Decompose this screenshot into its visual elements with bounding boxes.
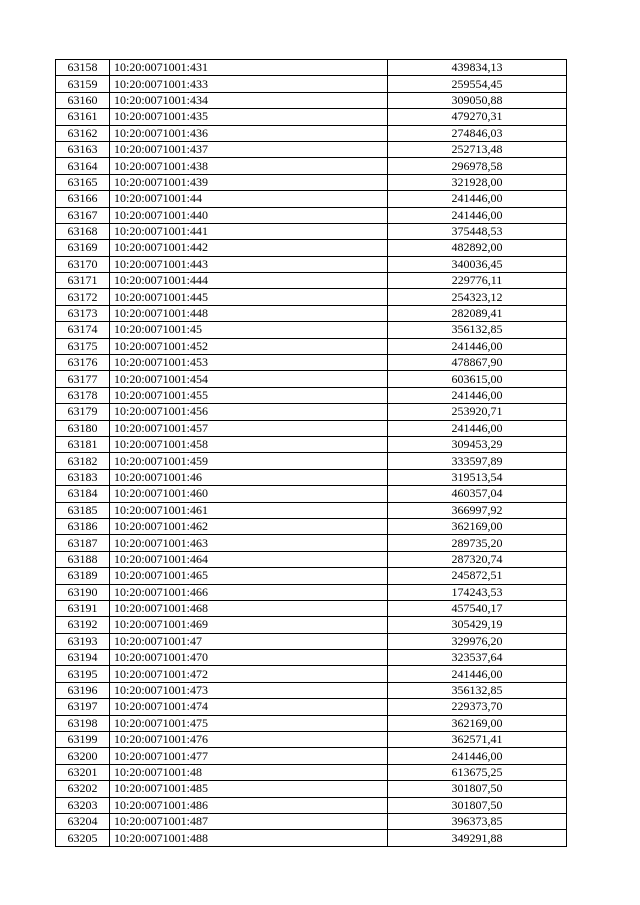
row-number-cell: 63199 — [56, 732, 110, 748]
value-cell: 241446,00 — [388, 191, 567, 207]
row-number-cell: 63180 — [56, 420, 110, 436]
value-cell: 241446,00 — [388, 420, 567, 436]
row-number-cell: 63188 — [56, 551, 110, 567]
value-cell: 174243,53 — [388, 584, 567, 600]
table-row — [56, 371, 567, 387]
row-number-cell: 63166 — [56, 191, 110, 207]
table-row — [56, 207, 567, 223]
value-cell: 287320,74 — [388, 551, 567, 567]
row-number-cell: 63159 — [56, 76, 110, 92]
row-number-cell: 63191 — [56, 600, 110, 616]
row-number-cell: 63198 — [56, 715, 110, 731]
row-number-cell: 63178 — [56, 387, 110, 403]
cadastral-number-cell: 10:20:0071001:461 — [110, 502, 388, 518]
table-row — [56, 699, 567, 715]
cadastral-number-cell: 10:20:0071001:474 — [110, 699, 388, 715]
value-cell: 323537,64 — [388, 650, 567, 666]
cadastral-number-cell: 10:20:0071001:485 — [110, 781, 388, 797]
row-number-cell: 63170 — [56, 256, 110, 272]
table-row — [56, 781, 567, 797]
value-cell: 241446,00 — [388, 387, 567, 403]
table-row — [56, 338, 567, 354]
row-number-cell: 63158 — [56, 60, 110, 76]
row-number-cell: 63184 — [56, 486, 110, 502]
cadastral-number-cell: 10:20:0071001:488 — [110, 830, 388, 846]
cadastral-number-cell: 10:20:0071001:439 — [110, 174, 388, 190]
value-cell: 305429,19 — [388, 617, 567, 633]
cadastral-number-cell: 10:20:0071001:455 — [110, 387, 388, 403]
value-cell: 333597,89 — [388, 453, 567, 469]
value-cell: 229373,70 — [388, 699, 567, 715]
cadastral-number-cell: 10:20:0071001:476 — [110, 732, 388, 748]
value-cell: 296978,58 — [388, 158, 567, 174]
value-cell: 254323,12 — [388, 289, 567, 305]
table-row — [56, 273, 567, 289]
row-number-cell: 63176 — [56, 355, 110, 371]
cadastral-number-cell: 10:20:0071001:44 — [110, 191, 388, 207]
cadastral-number-cell: 10:20:0071001:440 — [110, 207, 388, 223]
table-row — [56, 305, 567, 321]
value-cell: 478867,90 — [388, 355, 567, 371]
cadastral-number-cell: 10:20:0071001:448 — [110, 305, 388, 321]
cadastral-number-cell: 10:20:0071001:47 — [110, 633, 388, 649]
row-number-cell: 63173 — [56, 305, 110, 321]
row-number-cell: 63189 — [56, 568, 110, 584]
table-row — [56, 600, 567, 616]
row-number-cell: 63160 — [56, 92, 110, 108]
cadastral-number-cell: 10:20:0071001:459 — [110, 453, 388, 469]
row-number-cell: 63182 — [56, 453, 110, 469]
table-row — [56, 420, 567, 436]
value-cell: 482892,00 — [388, 240, 567, 256]
row-number-cell: 63162 — [56, 125, 110, 141]
value-cell: 241446,00 — [388, 666, 567, 682]
value-cell: 252713,48 — [388, 141, 567, 157]
row-number-cell: 63164 — [56, 158, 110, 174]
table-row — [56, 486, 567, 502]
value-cell: 439834,13 — [388, 60, 567, 76]
cadastral-number-cell: 10:20:0071001:463 — [110, 535, 388, 551]
table-row — [56, 502, 567, 518]
value-cell: 274846,03 — [388, 125, 567, 141]
value-cell: 282089,41 — [388, 305, 567, 321]
table-row — [56, 617, 567, 633]
row-number-cell: 63161 — [56, 109, 110, 125]
table-row — [56, 60, 567, 76]
table-row — [56, 92, 567, 108]
table-row — [56, 174, 567, 190]
table-row — [56, 535, 567, 551]
row-number-cell: 63168 — [56, 223, 110, 239]
cadastral-number-cell: 10:20:0071001:470 — [110, 650, 388, 666]
cadastral-number-cell: 10:20:0071001:475 — [110, 715, 388, 731]
cadastral-value-table — [55, 59, 567, 847]
table-row — [56, 191, 567, 207]
value-cell: 340036,45 — [388, 256, 567, 272]
value-cell: 603615,00 — [388, 371, 567, 387]
row-number-cell: 63171 — [56, 273, 110, 289]
value-cell: 356132,85 — [388, 682, 567, 698]
table-row — [56, 223, 567, 239]
value-cell: 366997,92 — [388, 502, 567, 518]
row-number-cell: 63186 — [56, 518, 110, 534]
row-number-cell: 63175 — [56, 338, 110, 354]
table-row — [56, 109, 567, 125]
cadastral-number-cell: 10:20:0071001:473 — [110, 682, 388, 698]
value-cell: 241446,00 — [388, 338, 567, 354]
table-row — [56, 125, 567, 141]
row-number-cell: 63193 — [56, 633, 110, 649]
row-number-cell: 63169 — [56, 240, 110, 256]
table-row — [56, 76, 567, 92]
cadastral-number-cell: 10:20:0071001:46 — [110, 469, 388, 485]
cadastral-number-cell: 10:20:0071001:462 — [110, 518, 388, 534]
cadastral-number-cell: 10:20:0071001:458 — [110, 436, 388, 452]
value-cell: 349291,88 — [388, 830, 567, 846]
cadastral-number-cell: 10:20:0071001:466 — [110, 584, 388, 600]
table-row — [56, 453, 567, 469]
cadastral-number-cell: 10:20:0071001:472 — [110, 666, 388, 682]
row-number-cell: 63197 — [56, 699, 110, 715]
cadastral-number-cell: 10:20:0071001:45 — [110, 322, 388, 338]
value-cell: 309050,88 — [388, 92, 567, 108]
table-row — [56, 797, 567, 813]
row-number-cell: 63195 — [56, 666, 110, 682]
cadastral-number-cell: 10:20:0071001:443 — [110, 256, 388, 272]
row-number-cell: 63192 — [56, 617, 110, 633]
value-cell: 375448,53 — [388, 223, 567, 239]
value-cell: 289735,20 — [388, 535, 567, 551]
row-number-cell: 63201 — [56, 764, 110, 780]
cadastral-number-cell: 10:20:0071001:457 — [110, 420, 388, 436]
value-cell: 319513,54 — [388, 469, 567, 485]
cadastral-number-cell: 10:20:0071001:464 — [110, 551, 388, 567]
value-cell: 301807,50 — [388, 781, 567, 797]
cadastral-number-cell: 10:20:0071001:460 — [110, 486, 388, 502]
row-number-cell: 63194 — [56, 650, 110, 666]
table-row — [56, 322, 567, 338]
row-number-cell: 63200 — [56, 748, 110, 764]
table-row — [56, 732, 567, 748]
table-row — [56, 650, 567, 666]
cadastral-number-cell: 10:20:0071001:465 — [110, 568, 388, 584]
table-body — [56, 60, 567, 847]
cadastral-number-cell: 10:20:0071001:434 — [110, 92, 388, 108]
row-number-cell: 63165 — [56, 174, 110, 190]
cadastral-number-cell: 10:20:0071001:431 — [110, 60, 388, 76]
cadastral-number-cell: 10:20:0071001:436 — [110, 125, 388, 141]
table-row — [56, 469, 567, 485]
cadastral-number-cell: 10:20:0071001:486 — [110, 797, 388, 813]
value-cell: 362169,00 — [388, 518, 567, 534]
value-cell: 259554,45 — [388, 76, 567, 92]
table-row — [56, 141, 567, 157]
cadastral-number-cell: 10:20:0071001:477 — [110, 748, 388, 764]
row-number-cell: 63190 — [56, 584, 110, 600]
table-row — [56, 158, 567, 174]
table-row — [56, 764, 567, 780]
value-cell: 460357,04 — [388, 486, 567, 502]
value-cell: 301807,50 — [388, 797, 567, 813]
row-number-cell: 63172 — [56, 289, 110, 305]
cadastral-number-cell: 10:20:0071001:469 — [110, 617, 388, 633]
row-number-cell: 63174 — [56, 322, 110, 338]
cadastral-number-cell: 10:20:0071001:438 — [110, 158, 388, 174]
value-cell: 329976,20 — [388, 633, 567, 649]
cadastral-number-cell: 10:20:0071001:441 — [110, 223, 388, 239]
value-cell: 362571,41 — [388, 732, 567, 748]
cadastral-number-cell: 10:20:0071001:452 — [110, 338, 388, 354]
row-number-cell: 63202 — [56, 781, 110, 797]
value-cell: 457540,17 — [388, 600, 567, 616]
row-number-cell: 63187 — [56, 535, 110, 551]
row-number-cell: 63196 — [56, 682, 110, 698]
cadastral-number-cell: 10:20:0071001:437 — [110, 141, 388, 157]
value-cell: 241446,00 — [388, 207, 567, 223]
table-row — [56, 633, 567, 649]
row-number-cell: 63163 — [56, 141, 110, 157]
table-row — [56, 830, 567, 846]
value-cell: 309453,29 — [388, 436, 567, 452]
row-number-cell: 63205 — [56, 830, 110, 846]
row-number-cell: 63181 — [56, 436, 110, 452]
value-cell: 479270,31 — [388, 109, 567, 125]
table-row — [56, 355, 567, 371]
cadastral-number-cell: 10:20:0071001:456 — [110, 404, 388, 420]
table-row — [56, 387, 567, 403]
table-row — [56, 584, 567, 600]
table-row — [56, 748, 567, 764]
table-row — [56, 551, 567, 567]
table-row — [56, 518, 567, 534]
row-number-cell: 63179 — [56, 404, 110, 420]
row-number-cell: 63203 — [56, 797, 110, 813]
row-number-cell: 63177 — [56, 371, 110, 387]
value-cell: 253920,71 — [388, 404, 567, 420]
table-row — [56, 682, 567, 698]
table-row — [56, 436, 567, 452]
table-row — [56, 240, 567, 256]
table-row — [56, 666, 567, 682]
value-cell: 229776,11 — [388, 273, 567, 289]
value-cell: 321928,00 — [388, 174, 567, 190]
cadastral-number-cell: 10:20:0071001:48 — [110, 764, 388, 780]
row-number-cell: 63185 — [56, 502, 110, 518]
cadastral-number-cell: 10:20:0071001:487 — [110, 813, 388, 829]
cadastral-number-cell: 10:20:0071001:468 — [110, 600, 388, 616]
value-cell: 356132,85 — [388, 322, 567, 338]
value-cell: 396373,85 — [388, 813, 567, 829]
value-cell: 241446,00 — [388, 748, 567, 764]
value-cell: 362169,00 — [388, 715, 567, 731]
row-number-cell: 63183 — [56, 469, 110, 485]
value-cell: 613675,25 — [388, 764, 567, 780]
cadastral-number-cell: 10:20:0071001:433 — [110, 76, 388, 92]
row-number-cell: 63204 — [56, 813, 110, 829]
table-row — [56, 289, 567, 305]
cadastral-number-cell: 10:20:0071001:435 — [110, 109, 388, 125]
cadastral-number-cell: 10:20:0071001:454 — [110, 371, 388, 387]
table-row — [56, 715, 567, 731]
table-row — [56, 404, 567, 420]
value-cell: 245872,51 — [388, 568, 567, 584]
cadastral-number-cell: 10:20:0071001:445 — [110, 289, 388, 305]
table-row — [56, 256, 567, 272]
cadastral-number-cell: 10:20:0071001:442 — [110, 240, 388, 256]
cadastral-number-cell: 10:20:0071001:444 — [110, 273, 388, 289]
row-number-cell: 63167 — [56, 207, 110, 223]
table-row — [56, 568, 567, 584]
cadastral-number-cell: 10:20:0071001:453 — [110, 355, 388, 371]
table-row — [56, 813, 567, 829]
